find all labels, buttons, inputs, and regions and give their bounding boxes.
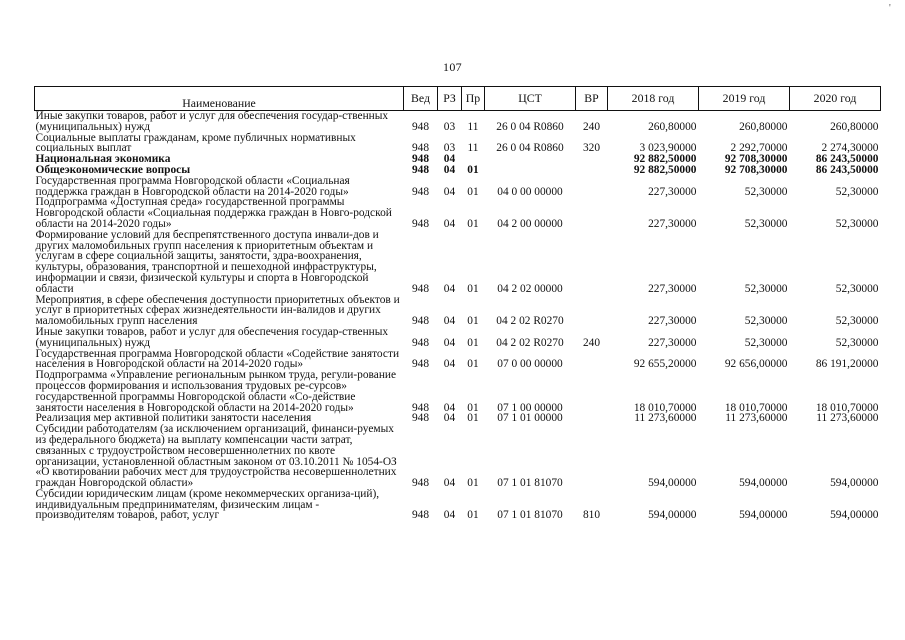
header-2020: 2020 год	[790, 87, 881, 111]
cell-rz: 04	[443, 336, 456, 349]
header-name: Наименование	[35, 87, 404, 111]
cell-vr: 240	[582, 120, 601, 133]
cell-2019: 92 708,30000	[724, 153, 788, 166]
cell-rz: 04	[443, 477, 456, 490]
cell-ved: 948	[411, 401, 430, 414]
cell-rz: 04	[443, 153, 456, 166]
cell-2019: 52,30000	[744, 282, 788, 295]
cell-pr: 01	[467, 358, 479, 371]
cell-cst: 07 1 01 81070	[497, 509, 563, 522]
table-row	[35, 176, 881, 198]
cell-cst	[485, 154, 576, 165]
cell-pr: 01	[467, 336, 479, 349]
cell-rz: 04	[443, 163, 456, 176]
cell-pr: 01	[467, 412, 479, 425]
cell-name: Мероприятия, в сфере обеспечения доступности приоритетных объектов и услуг в приоритетных сферах жизнедеятельности ин-валидов и других маломобильных групп населения	[35, 293, 400, 328]
cell-name: Субсидии работодателям (за исключением организаций, финанси-руемых из федерального бюджета) на выплату компенсации части затрат, связанных с трудоустройством несовершеннолетних по квоте организации, установленной областным законом от 03.10.2011 № 1054-ОЗ «О квотировании рабочих мест для трудоустройства несовершеннолетних граждан Новгородской области»	[35, 423, 397, 490]
table-row	[35, 349, 881, 371]
cell-cst: 04 0 00 00000	[497, 185, 563, 198]
cell-ved: 948	[411, 282, 430, 295]
table-body	[35, 111, 881, 522]
cell-2018: 11 273,60000	[634, 412, 697, 425]
table-row	[35, 230, 881, 295]
cell-name: Государственная программа Новгородской области «Содействие занятости населения в Новгородской области на 2014-2020 годы»	[35, 347, 400, 371]
header-vr: ВР	[576, 87, 608, 111]
table-row	[35, 133, 881, 155]
cell-name: Государственная программа Новгородской области «Социальная поддержка граждан в Новгородской области на 2014-2020 годы»	[35, 174, 350, 198]
header-pr: Пр	[462, 87, 485, 111]
cell-2018: 594,00000	[648, 477, 697, 490]
cell-cst: 07 1 00 00000	[497, 401, 563, 414]
cell-2018: 18 010,70000	[633, 401, 697, 414]
header-2019: 2019 год	[699, 87, 790, 111]
cell-2020: 86 191,20000	[815, 358, 879, 371]
cell-name: Субсидии юридическим лицам (кроме некоммерческих организа-ций), индивидуальным предпринимателям, физическим лицам - производителям товаров, работ, услуг	[35, 487, 380, 522]
cell-vr: 810	[582, 509, 601, 522]
cell-2020: 11 273,60000	[816, 412, 879, 425]
cell-2020: 18 010,70000	[815, 401, 879, 414]
cell-2018: 227,30000	[648, 217, 697, 230]
cell-vr	[576, 154, 608, 165]
cell-ved: 948	[411, 163, 430, 176]
cell-pr: 11	[467, 120, 479, 133]
cell-ved: 948	[411, 142, 430, 155]
cell-vr	[576, 424, 608, 489]
cell-2018: 3 023,90000	[639, 142, 697, 155]
cell-2019: 11 273,60000	[725, 412, 788, 425]
cell-2020: 2 274,30000	[821, 142, 879, 155]
cell-2018: 227,30000	[648, 282, 697, 295]
cell-cst: 04 2 02 R0270	[496, 315, 564, 328]
cell-ved: 948	[411, 358, 430, 371]
cell-vr	[576, 165, 608, 176]
cell-2020: 52,30000	[835, 315, 879, 328]
cell-2018: 92 882,50000	[633, 153, 697, 166]
cell-vr	[576, 197, 608, 229]
cell-2020: 86 243,50000	[815, 153, 879, 166]
cell-name: Формирование условий для беспрепятственного доступа инвали-дов и других маломобильных групп населения к приоритетным объектам и услугам в сфере социальной защиты, занятости, здра-воохранения, культуры, образования, транспортной и пешеходной инфраструктуры, информации и связи, физической культуры и спорта в Новгородской области	[35, 228, 379, 295]
cell-ved: 948	[411, 120, 430, 133]
cell-pr: 01	[467, 185, 479, 198]
cell-2020: 52,30000	[835, 336, 879, 349]
cell-pr: 11	[467, 142, 479, 155]
cell-vr	[576, 295, 608, 327]
cell-2019: 594,00000	[739, 477, 788, 490]
cell-rz: 04	[443, 282, 456, 295]
cell-ved: 948	[411, 315, 430, 328]
cell-pr: 01	[467, 315, 479, 328]
cell-ved: 948	[411, 185, 430, 198]
cell-ved: 948	[411, 477, 430, 490]
cell-pr: 01	[467, 217, 479, 230]
cell-pr: 01	[467, 163, 479, 176]
cell-2020: 594,00000	[830, 477, 879, 490]
header-ved: Вед	[404, 87, 438, 111]
cell-cst: 26 0 04 R0860	[496, 142, 564, 155]
cell-vr	[576, 230, 608, 295]
cell-name: Общеэкономические вопросы	[35, 163, 191, 176]
cell-rz: 03	[443, 120, 456, 133]
cell-2018: 227,30000	[648, 185, 697, 198]
cell-2019: 260,80000	[739, 120, 788, 133]
cell-cst: 04 2 02 R0270	[496, 336, 564, 349]
cell-name: Иные закупки товаров, работ и услуг для обеспечения государ-ственных (муниципальных) нужд	[35, 325, 389, 349]
cell-cst: 07 1 01 00000	[497, 412, 563, 425]
cell-name: Национальная экономика	[35, 153, 171, 166]
cell-rz: 04	[443, 401, 456, 414]
cell-vr	[576, 413, 608, 424]
cell-2018: 92 655,20000	[633, 358, 697, 371]
cell-2018: 227,30000	[648, 315, 697, 328]
cell-2020: 260,80000	[830, 120, 879, 133]
cell-cst	[485, 165, 576, 176]
table-row	[35, 370, 881, 413]
cell-rz: 03	[443, 142, 456, 155]
table-row	[35, 197, 881, 229]
cell-2020: 52,30000	[835, 282, 879, 295]
cell-2019: 2 292,70000	[730, 142, 788, 155]
cell-2019: 52,30000	[744, 315, 788, 328]
cell-vr: 320	[582, 142, 601, 155]
cell-2019: 92 708,30000	[724, 163, 788, 176]
cell-ved: 948	[411, 336, 430, 349]
cell-cst: 04 2 00 00000	[497, 217, 563, 230]
cell-2019: 18 010,70000	[724, 401, 788, 414]
cell-name: Реализация мер активной политики занятости населения	[35, 412, 312, 425]
cell-2018: 594,00000	[648, 509, 697, 522]
cell-pr: 01	[467, 282, 479, 295]
cell-2019: 92 656,00000	[724, 358, 788, 371]
cell-cst: 07 1 01 81070	[497, 477, 563, 490]
cell-rz: 04	[443, 509, 456, 522]
cell-vr	[576, 176, 608, 198]
cell-name: Подпрограмма «Доступная среда» государственной программы Новгородской области «Социальная поддержка граждан в Новго-родской области на 2014-2020 годы»	[35, 196, 392, 230]
table-row	[35, 489, 881, 521]
cell-2020: 52,30000	[835, 217, 879, 230]
cell-2018: 227,30000	[648, 336, 697, 349]
cell-ved: 948	[411, 153, 430, 166]
cell-vr	[576, 349, 608, 371]
table-row	[35, 424, 881, 489]
budget-table	[34, 86, 881, 521]
cell-pr: 01	[467, 509, 479, 522]
cell-2020: 52,30000	[835, 185, 879, 198]
cell-2019: 594,00000	[739, 509, 788, 522]
header-rz: РЗ	[438, 87, 462, 111]
table-row	[35, 111, 881, 133]
cell-rz: 04	[443, 358, 456, 371]
cell-rz: 04	[443, 315, 456, 328]
page-number: 107	[443, 60, 462, 74]
cell-2020: 594,00000	[830, 509, 879, 522]
cell-2019: 52,30000	[744, 185, 788, 198]
cell-vr: 240	[582, 336, 601, 349]
cell-cst: 26 0 04 R0860	[496, 120, 564, 133]
cell-ved: 948	[411, 509, 430, 522]
cell-2019: 52,30000	[744, 217, 788, 230]
cell-cst: 04 2 02 00000	[497, 282, 563, 295]
cell-2020: 86 243,50000	[815, 163, 879, 176]
cell-ved: 948	[411, 217, 430, 230]
cell-2018: 92 882,50000	[633, 163, 697, 176]
cell-cst: 07 0 00 00000	[497, 358, 563, 371]
cell-2018: 260,80000	[648, 120, 697, 133]
table-row	[35, 295, 881, 327]
table-row	[35, 327, 881, 349]
header-cst: ЦСТ	[485, 87, 576, 111]
table-header-row	[35, 87, 881, 111]
cell-pr: 01	[467, 477, 479, 490]
cell-vr	[576, 370, 608, 413]
cell-rz: 04	[443, 217, 456, 230]
cell-rz: 04	[443, 412, 456, 425]
corner-mark: '	[889, 3, 891, 14]
cell-rz: 04	[443, 185, 456, 198]
cell-name: Подпрограмма «Управление региональным рынком труда, регули-рование процессов формирования и использования трудовых ре-сурсов» государственной программы Новгородской области «Со-действие занятости населения в Новгородской области на 2014-2020 годы»	[35, 369, 397, 414]
header-2018: 2018 год	[608, 87, 699, 111]
cell-2019: 52,30000	[744, 336, 788, 349]
cell-name: Социальные выплаты гражданам, кроме публичных нормативных социальных выплат	[35, 131, 356, 155]
cell-pr: 01	[467, 401, 479, 414]
cell-name: Иные закупки товаров, работ и услуг для обеспечения государ-ственных (муниципальных) нужд	[35, 110, 389, 133]
cell-ved: 948	[411, 412, 430, 425]
